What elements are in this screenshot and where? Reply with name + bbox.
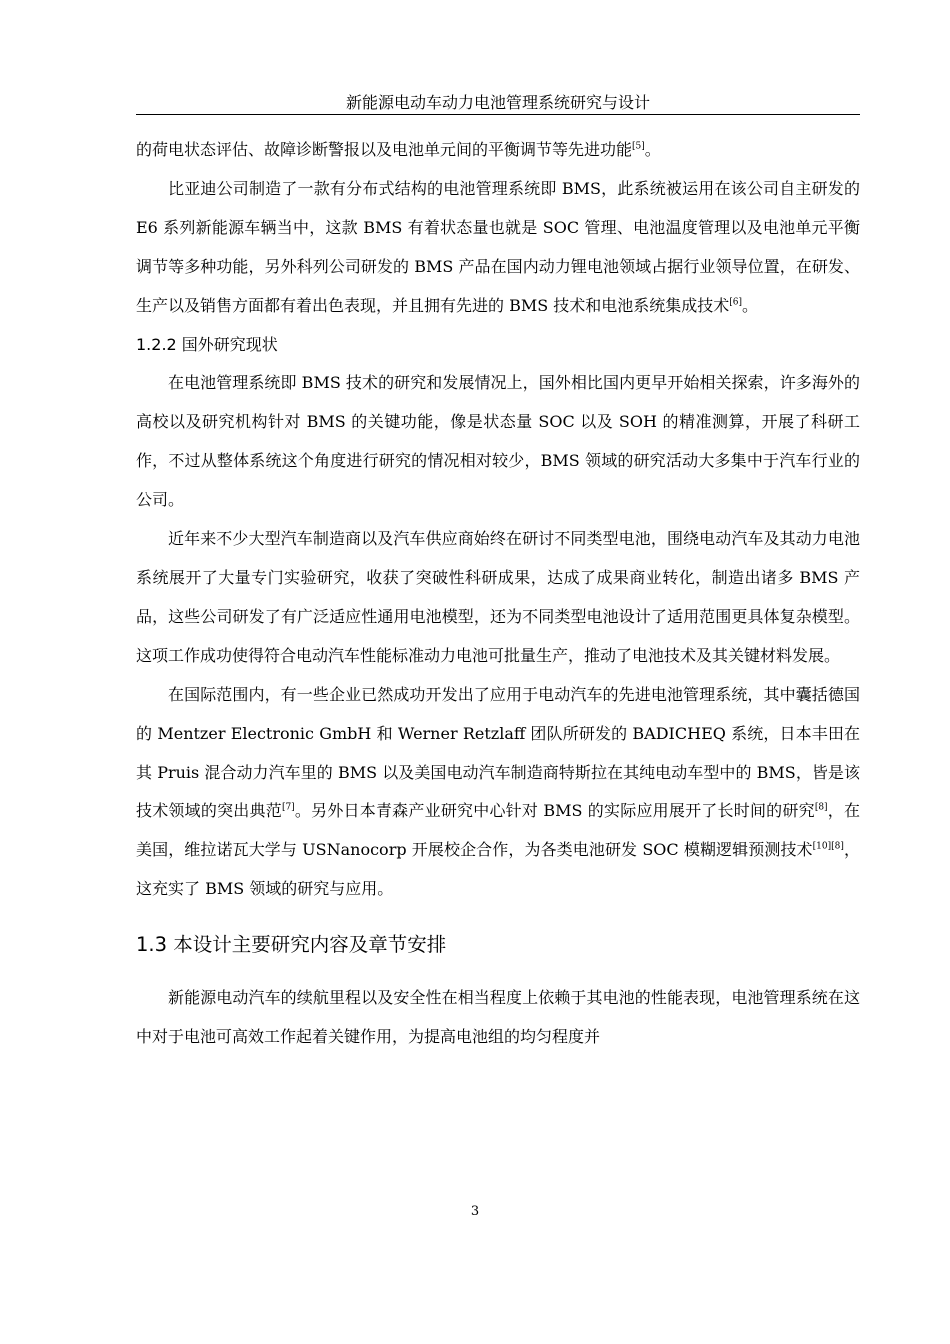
body-text — [136, 131, 860, 1057]
subsection-heading-1-2-2: 1.2.2 国外研究现状 — [136, 334, 278, 354]
paragraph-text: 的荷电状态评估、故障诊断警报以及电池单元间的平衡调节等先进功能 — [136, 140, 633, 159]
punctuation: 。 — [644, 140, 661, 159]
paragraph-foreign-overview: 在电池管理系统即 BMS 技术的研究和发展情况上，国外相比国内更早开始相关探索，许多海外的高校以及研究机构针对 BMS 的关键功能，像是状态量 SOC 以及 SOH 的精准测算，开展了科研工作，不过从整体系统这个角度进行研究的情况相对较少，BMS 领域的研究活动大多集中于汽车行业的公司。 — [136, 373, 860, 510]
citation: [8] — [814, 803, 828, 814]
paragraph-text: 比亚迪公司制造了一款有分布式结构的电池管理系统即 BMS，此系统被运用在该公司自主研发的 E6 系列新能源车辆当中，这款 BMS 有着状态量也就是 SOC 管理、电池温度管理以及电池单元平衡调节等多种功能，另外科列公司研发的 BMS 产品在国内动力锂电池领域占据行业领导位置，在研发、生产以及销售方面都有着出色表现，并且拥有先进的 BMS 技术和电池系统集成技术 — [136, 178, 860, 315]
paragraph-design-intro: 新能源电动汽车的续航里程以及安全性在相当程度上依赖于其电池的性能表现，电池管理系统在这中对于电池可高效工作起着关键作用，为提高电池组的均匀程度并 — [136, 988, 860, 1047]
paragraph-byd — [136, 170, 860, 326]
paragraph-manufacturers: 近年来不少大型汽车制造商以及汽车供应商始终在研讨不同类型电池，围绕电动汽车及其动力电池系统展开了大量专门实验研究，收获了突破性科研成果，达成了成果商业转化，制造出诸多 BMS 产品，这些公司研发了有广泛适应性通用电池模型，还为不同类型电池设计了适用范围更具体复杂模型。这项工作成功使得符合电动汽车性能标准动力电池可批量生产，推动了电池技术及其关键材料发展。 — [136, 529, 860, 665]
paragraph-continuation — [136, 131, 860, 170]
citation: [6] — [729, 297, 743, 308]
paragraph-international — [136, 676, 860, 909]
section-heading-1-3: 1.3 本设计主要研究内容及章节安排 — [136, 933, 447, 957]
paragraph-text: 在国际范围内，有一些企业已然成功开发出了应用于电动汽车的先进电池管理系统，其中囊括德国的 Mentzer Electronic GmbH 和 Werner Retzlaff 团队所研发的 BADICHEQ 系统，日本丰田在其 Pruis 混合动力汽车里的 BMS 以及美国电动汽车制造商特斯拉在其纯电动车型中的 BMS，皆是该技术领域的突出典范 — [136, 684, 860, 821]
header-rule — [136, 114, 860, 115]
citation: [5] — [632, 141, 645, 152]
running-header: 新能源电动车动力电池管理系统研究与设计 — [345, 93, 650, 112]
paragraph-text: 。另外日本青森产业研究中心针对 BMS 的实际应用展开了长时间的研究 — [294, 801, 815, 821]
page-number: 3 — [470, 1204, 480, 1219]
punctuation: 。 — [742, 295, 759, 315]
citation: [10][8] — [812, 841, 844, 852]
citation: [7] — [281, 803, 295, 814]
paragraph-text: ，这充实了 BMS 领域的研究与应用。 — [136, 840, 860, 899]
paragraph-text: ，在美国，维拉诺瓦大学与 USNanocorp 开展校企合作，为各类电池研发 SOC 模糊逻辑预测技术 — [136, 801, 860, 860]
